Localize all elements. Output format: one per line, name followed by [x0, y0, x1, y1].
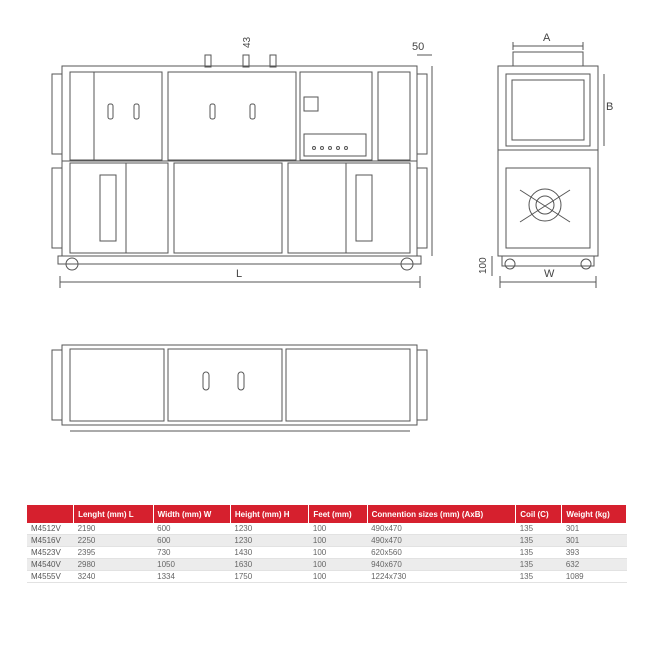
cell-feet: 100: [309, 535, 367, 547]
cell-length: 2250: [74, 535, 154, 547]
cell-coil: 135: [516, 547, 562, 559]
cell-connection: 490x470: [367, 523, 516, 535]
dim-L-label: L: [236, 268, 243, 280]
cell-weight: 393: [562, 547, 627, 559]
dim-W-label: W: [544, 268, 555, 280]
dim-B-label: B: [606, 101, 614, 113]
cell-connection: 940x670: [367, 559, 516, 571]
cell-weight: 301: [562, 535, 627, 547]
cell-feet: 100: [309, 523, 367, 535]
dim-43-label: 43: [242, 36, 253, 48]
cell-feet: 100: [309, 571, 367, 583]
col-width: Width (mm) W: [153, 505, 230, 523]
cell-width: 1334: [153, 571, 230, 583]
cell-weight: 632: [562, 559, 627, 571]
cell-weight: 1089: [562, 571, 627, 583]
cell-feet: 100: [309, 559, 367, 571]
col-height: Height (mm) H: [230, 505, 308, 523]
cell-height: 1430: [230, 547, 308, 559]
cell-height: 1230: [230, 535, 308, 547]
table-row: [27, 547, 627, 559]
cell-coil: 135: [516, 523, 562, 535]
table-row: [27, 535, 627, 547]
specification-table: [27, 505, 627, 583]
dim-A-label: A: [543, 32, 551, 44]
table-row: [27, 523, 627, 535]
cell-model: M4512V: [27, 523, 74, 535]
top-view: [52, 345, 427, 431]
cell-coil: 135: [516, 571, 562, 583]
col-model: [27, 505, 74, 523]
table-row: [27, 559, 627, 571]
col-weight: Weight (kg): [562, 505, 627, 523]
cell-model: M4516V: [27, 535, 74, 547]
cell-length: 2395: [74, 547, 154, 559]
cell-connection: 620x560: [367, 547, 516, 559]
dim-100-label: 100: [478, 257, 489, 274]
table-row: [27, 571, 627, 583]
cell-length: 3240: [74, 571, 154, 583]
cell-width: 600: [153, 535, 230, 547]
cell-connection: 490x470: [367, 535, 516, 547]
col-coil: Coil (C): [516, 505, 562, 523]
cell-weight: 301: [562, 523, 627, 535]
table-header-row: [27, 505, 627, 523]
col-feet: Feet (mm): [309, 505, 367, 523]
cell-connection: 1224x730: [367, 571, 516, 583]
col-length: Lenght (mm) L: [74, 505, 154, 523]
cell-width: 1050: [153, 559, 230, 571]
cell-model: M4523V: [27, 547, 74, 559]
cell-height: 1750: [230, 571, 308, 583]
dim-50-label: 50: [412, 41, 425, 53]
cell-model: M4555V: [27, 571, 74, 583]
cell-coil: 135: [516, 535, 562, 547]
cell-feet: 100: [309, 547, 367, 559]
cell-width: 730: [153, 547, 230, 559]
col-connection: Connention sizes (mm) (AxB): [367, 505, 516, 523]
front-view: [52, 55, 432, 288]
cell-length: 2980: [74, 559, 154, 571]
cell-coil: 135: [516, 559, 562, 571]
side-view: [492, 42, 604, 288]
cell-model: M4540V: [27, 559, 74, 571]
cell-height: 1630: [230, 559, 308, 571]
cell-length: 2190: [74, 523, 154, 535]
cell-width: 600: [153, 523, 230, 535]
cell-height: 1230: [230, 523, 308, 535]
